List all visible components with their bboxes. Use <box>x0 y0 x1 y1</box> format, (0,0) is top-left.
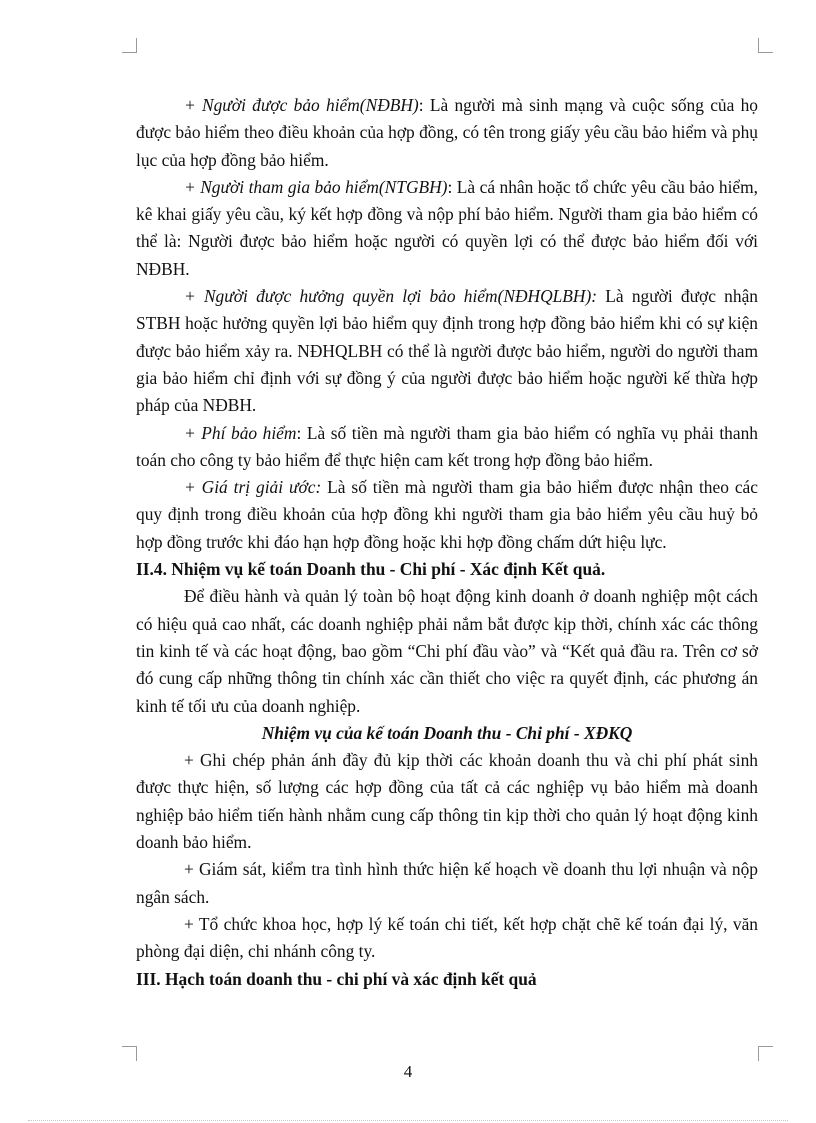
definition-text: : Là người mà sinh mạng và cuộc sống của họ được bảo hiểm theo điều khoản của hợp đồng, có tên trong giấy yêu cầu bảo hiểm và phụ lục của hợp đồng bảo hiểm. <box>136 95 758 170</box>
intro-paragraph: Để điều hành và quản lý toàn bộ hoạt động kinh doanh ở doanh nghiệp một cách có hiệu quả cao nhất, các doanh nghiệp phải nắm bắt được kịp thời, chính xác các thông tin kinh tế và các hoạt động, bao gồm “Chi phí đầu vào” và “Kết quả đầu ra. Trên cơ sở đó cung cấp những thông tin chính xác cần thiết cho việc ra quyết định, các phương án kinh tế tối ưu của doanh nghiệp. <box>136 586 758 716</box>
definition-term: + Người được bảo hiểm(NĐBH) <box>184 95 419 115</box>
task-paragraph: + Tổ chức khoa học, hợp lý kế toán chi tiết, kết hợp chặt chẽ kế toán đại lý, văn phòng đại diện, chi nhánh công ty. <box>136 913 758 962</box>
definition-paragraph <box>136 420 758 475</box>
definition-paragraph <box>136 174 758 283</box>
definition-text: : Là số tiền mà người tham gia bảo hiểm có nghĩa vụ phải thanh toán cho công ty bảo hiểm để thực hiện cam kết trong hợp đồng bảo hiểm. <box>136 422 758 470</box>
definition-paragraph <box>136 92 758 174</box>
definition-text: Là người được nhận STBH hoặc hưởng quyền lợi bảo hiểm quy định trong hợp đồng bảo hiểm khi có sự kiện được bảo hiểm xảy ra. NĐHQLBH có thể là người được bảo hiểm, người do người tham gia bảo hiểm chỉ định với sự đồng ý của người được bảo hiểm hoặc người kế thừa hợp pháp của NĐBH. <box>136 286 758 416</box>
definition-term: + Giá trị giải ước: <box>184 477 322 498</box>
task-paragraph: + Giám sát, kiểm tra tình hình thức hiện kế hoạch về doanh thu lợi nhuận và nộp ngân sách. <box>136 859 758 907</box>
definition-text: : Là cá nhân hoặc tổ chức yêu cầu bảo hiểm, kê khai giấy yêu cầu, ký kết hợp đồng và nộp phí bảo hiểm. Người tham gia bảo hiểm có thể là: Người được bảo hiểm hoặc người có quyền lợi có thể được bảo hiểm đối với NĐBH. <box>136 176 759 279</box>
section-heading-3: III. Hạch toán doanh thu - chi phí và xác định kết quả <box>136 968 537 989</box>
definition-term: + Người được hưởng quyền lợi bảo hiểm(NĐHQLBH): <box>184 286 598 307</box>
definition-text: Là số tiền mà người tham gia bảo hiểm được nhận theo các quy định trong điều khoản của hợp đồng khi người tham gia bảo hiểm yêu cầu huỷ bỏ hợp đồng trước khi đáo hạn hợp đồng hoặc khi hợp đồng chấm dứt hiệu lực. <box>136 477 758 552</box>
subheading: Nhiệm vụ của kế toán Doanh thu - Chi phí - XĐKQ <box>261 722 633 743</box>
page-corner-mark-top-left <box>122 38 137 53</box>
definition-term: + Phí bảo hiểm <box>184 422 297 443</box>
task-paragraph: + Ghi chép phản ánh đầy đủ kịp thời các khoản doanh thu và chi phí phát sinh được thực hiện, số lượng các hợp đồng của tất cả các nghiệp vụ bảo hiểm mà doanh nghiệp bảo hiểm tiến hành nhằm cung cấp thông tin kịp thời cho quản lý hoạt động kinh doanh bảo hiểm. <box>136 750 758 853</box>
definition-paragraph <box>136 283 758 419</box>
section-heading-2-4: II.4. Nhiệm vụ kế toán Doanh thu - Chi phí - Xác định Kết quả. <box>136 559 606 580</box>
definition-term: + Người tham gia bảo hiểm(NTGBH) <box>184 176 448 197</box>
definition-paragraph <box>136 474 758 556</box>
page-corner-mark-bottom-right <box>758 1046 773 1061</box>
document-body <box>136 92 758 993</box>
page-number: 4 <box>403 1062 413 1081</box>
page-corner-mark-top-right <box>758 38 773 53</box>
page-bottom-divider <box>28 1120 788 1121</box>
page-corner-mark-bottom-left <box>122 1046 137 1061</box>
